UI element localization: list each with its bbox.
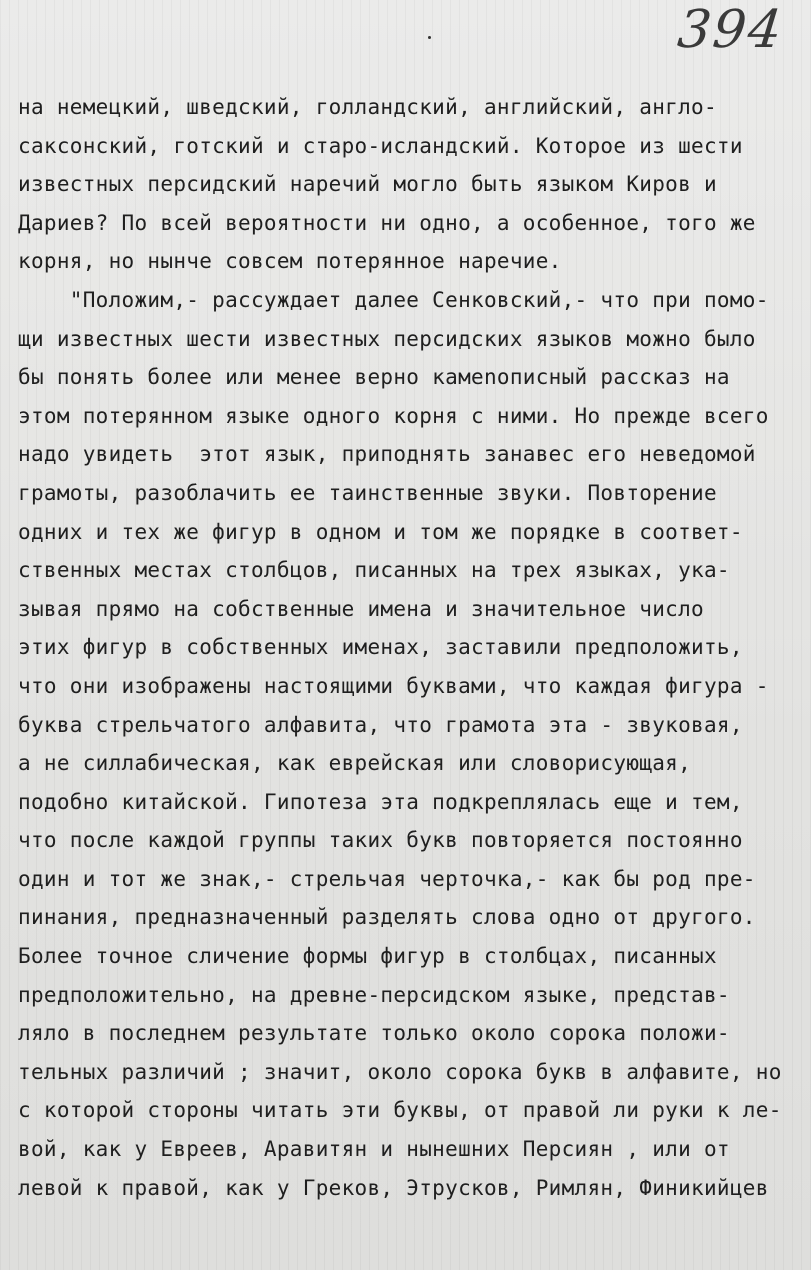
text-line: одних и тех же фигур в одном и том же порядке в соответ- [18,519,743,544]
text-line: ляло в последнем результате только около сорока положи- [18,1021,730,1046]
typewritten-text [18,88,808,1207]
text-line: вой, как у Евреев, Аравитян и нынешних Персиян , или от [18,1137,730,1162]
page-number: 394 [674,0,787,60]
text-line: подобно китайской. Гипотеза эта подкреплялась еще и тем, [18,789,743,814]
text-line: щи известных шести известных персидских языков можно было [18,326,756,351]
text-line: известных персидский наречий могло быть языком Киров и [18,172,717,197]
text-line: буква стрельчатого алфавита, что грамота эта - звуковая, [18,712,743,737]
text-line: этом потерянном языке одного корня с ними. Но прежде всего [18,403,769,428]
text-line: надо увидеть этот язык, приподнять занавес его неведомой [18,442,756,467]
text-line: бы понять более или менее верно камenописный рассказ на [18,365,730,390]
text-line: что они изображены настоящими буквами, что каждая фигура - [18,673,769,698]
text-line: тельных различий ; значит, около сорока букв в алфавите, но [18,1059,782,1084]
text-line: ственных местах столбцов, писанных на трех языках, ука- [18,558,730,583]
text-line: грамоты, разоблачить ее таинственные звуки. Повторение [18,480,717,505]
text-line: предположительно, на древне-персидском языке, представ- [18,982,730,1007]
text-line: "Положим,- рассуждает далее Сенковский,- что при помо- [18,287,769,312]
text-line: с которой стороны читать эти буквы, от правой ли руки к ле- [18,1098,782,1123]
text-line: один и тот же знак,- стрельчая черточка,- как бы род пре- [18,866,756,891]
text-line: на немецкий, шведский, голландский, английский, англо- [18,95,717,119]
text-line: корня, но нынче совсем потерянное наречие. [18,249,562,274]
text-line: зывая прямо на собственные имена и значительное число [18,596,704,621]
text-line: саксонский, готский и старо-исландский. Которое из шести [18,133,743,158]
text-line: Дариев? По всей вероятности ни одно, а особенное, того же [18,210,756,235]
text-line: что после каждой группы таких букв повторяется постоянно [18,828,743,853]
text-line: а не силлабическая, как еврейская или словорисующая, [18,751,692,776]
text-line: пинания, предназначенный разделять слова одно от другого. [18,905,756,930]
ink-dot [428,36,431,39]
text-line: Более точное сличение формы фигур в столбцах, писанных [18,944,717,969]
text-line: этих фигур в собственных именах, заставили предположить, [18,635,743,660]
text-line: левой к правой, как у Греков, Этрусков, Римлян, Финикийцев [18,1175,769,1200]
